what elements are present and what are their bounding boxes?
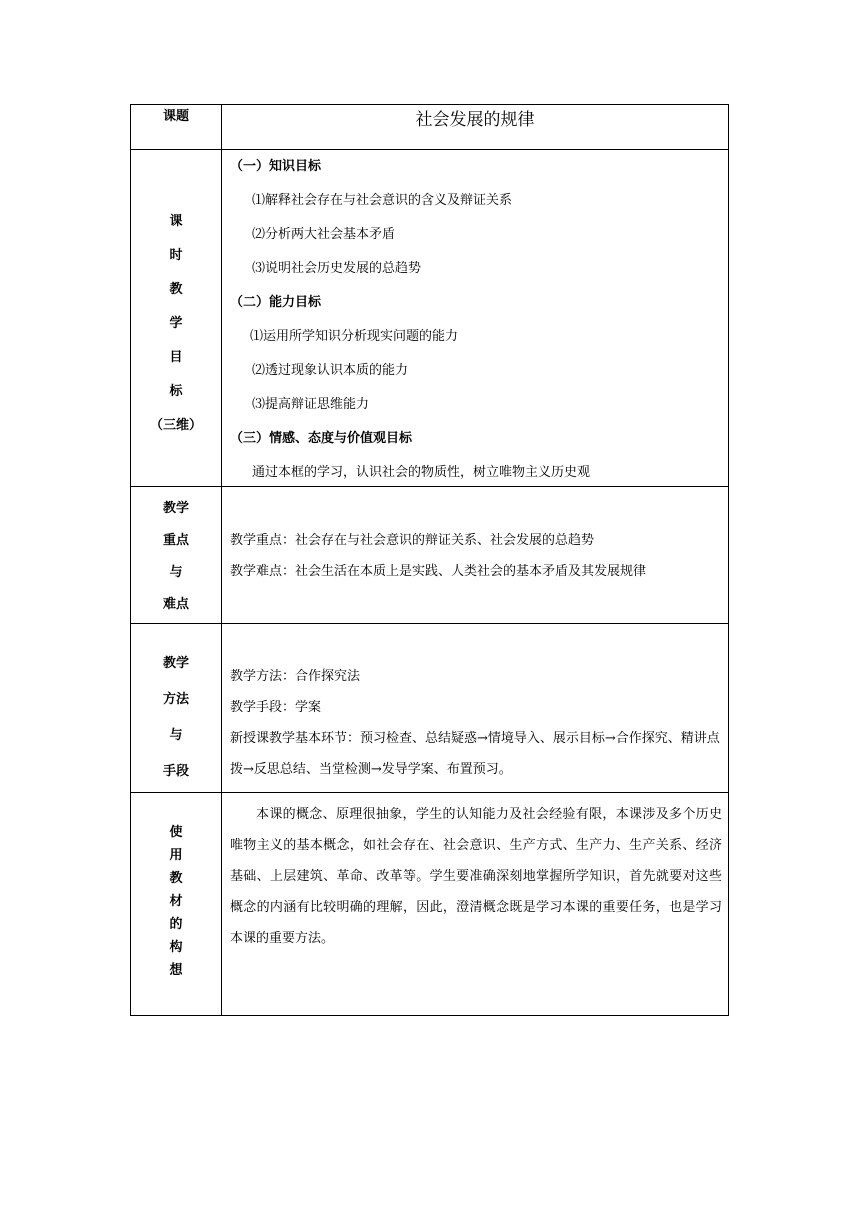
objectives-label-char: 目 [169, 350, 183, 365]
emotion-text: 通过本框的学习，认识社会的物质性，树立唯物主义历史观 [252, 465, 591, 480]
conception-label-char: 想 [169, 963, 183, 978]
teaching-focus: 教学重点：社会存在与社会意识的辩证关系、社会发展的总趋势 [230, 533, 595, 548]
methods-content-cell [222, 624, 729, 793]
title-cell [222, 105, 729, 150]
key-points-row [131, 487, 729, 624]
conception-label-char: 构 [169, 940, 183, 955]
conception-text: 本课的概念、原理很抽象，学生的认知能力及社会经验有限，本课涉及多个历史唯物主义的基本概念，如社会存在、社会意识、生产方式、生产力、生产关系、经济基础、上层建筑、革命、改革等。学生要准确深刻地掌握所学知识，首先就要对这些概念的内涵有比较明确的理解，因此，澄清概念既是学习本课的重要任务，也是学习本课的重要方法。 [230, 807, 722, 946]
ability-item: ⑴运用所学知识分析现实问题的能力 [250, 329, 459, 344]
methods-label [131, 624, 221, 790]
methods-label-line: 方法 [162, 692, 189, 707]
key-points-label [131, 487, 221, 621]
knowledge-heading: （一）知识目标 [230, 159, 322, 174]
objectives-label-char: 教 [169, 282, 183, 297]
knowledge-item: ⑵分析两大社会基本矛盾 [252, 227, 396, 242]
ability-item: ⑵透过现象认识本质的能力 [252, 363, 409, 378]
objectives-label-char: （三维） [149, 418, 202, 433]
conception-label-char: 用 [169, 848, 183, 863]
objectives-row [131, 150, 729, 487]
key-points-label-cell [131, 487, 222, 624]
lesson-title: 社会发展的规律 [415, 110, 535, 130]
objectives-label-char: 标 [169, 384, 183, 399]
objectives-content-cell [222, 150, 729, 487]
objectives-label-char: 课 [169, 214, 183, 229]
objectives-label-char: 学 [169, 316, 183, 331]
lesson-plan-table [130, 104, 729, 1016]
key-points-content-cell [222, 487, 729, 624]
knowledge-item: ⑴解释社会存在与社会意识的含义及辩证关系 [252, 193, 513, 208]
title-row [131, 105, 729, 150]
key-points-label-line: 与 [169, 565, 183, 580]
conception-label-char: 教 [169, 871, 183, 886]
conception-label [131, 793, 221, 982]
ability-heading: （二）能力目标 [230, 295, 322, 310]
conception-label-char: 的 [169, 917, 183, 932]
methods-row [131, 624, 729, 793]
ability-item: ⑶提高辩证思维能力 [252, 397, 370, 412]
methods-label-cell [131, 624, 222, 793]
conception-label-cell [131, 793, 222, 1016]
teaching-method: 教学方法：合作探究法 [230, 669, 361, 684]
objectives-label [131, 150, 221, 443]
title-label: 课题 [162, 109, 189, 124]
objectives-label-cell [131, 150, 222, 487]
conception-row [131, 793, 729, 1016]
title-label-cell [131, 105, 222, 150]
key-points-label-line: 教学 [162, 501, 189, 516]
methods-label-line: 教学 [162, 656, 189, 671]
teaching-steps: 新授课教学基本环节：预习检查、总结疑惑→情境导入、展示目标→合作探究、精讲点拨→反思总结、当堂检测→发导学案、布置预习。 [230, 731, 720, 777]
teaching-difficulty: 教学难点：社会生活在本质上是实践、人类社会的基本矛盾及其发展规律 [230, 564, 647, 579]
emotion-heading: （三）情感、态度与价值观目标 [230, 431, 413, 446]
key-points-label-line: 重点 [162, 533, 189, 548]
knowledge-item: ⑶说明社会历史发展的总趋势 [252, 261, 422, 276]
objectives-label-char: 时 [169, 248, 183, 263]
methods-label-line: 手段 [162, 764, 189, 779]
teaching-means: 教学手段：学案 [230, 700, 322, 715]
conception-label-char: 使 [169, 825, 183, 840]
key-points-label-line: 难点 [162, 597, 189, 612]
methods-label-line: 与 [169, 728, 183, 743]
conception-content-cell [222, 793, 729, 1016]
conception-label-char: 材 [169, 894, 183, 909]
